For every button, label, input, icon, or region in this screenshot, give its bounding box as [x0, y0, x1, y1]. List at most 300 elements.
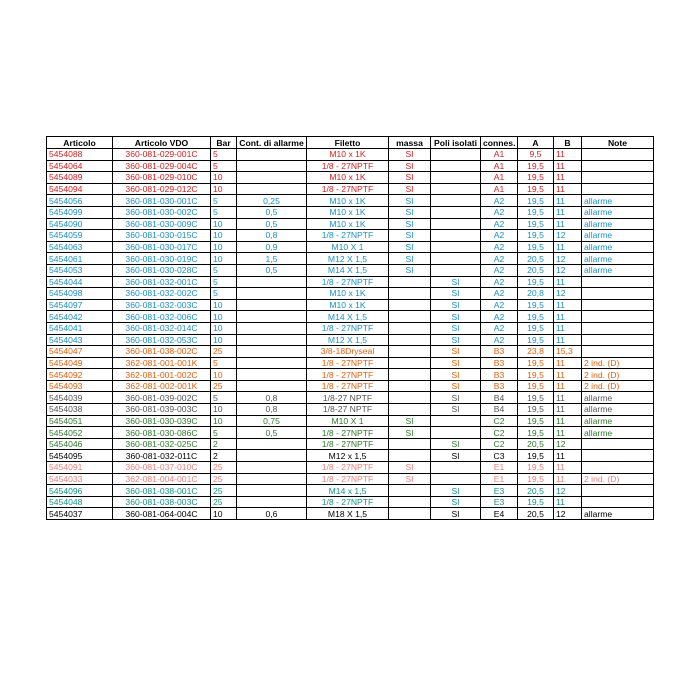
- cell-poli-isolati: [431, 253, 481, 265]
- cell-a: 9,5: [518, 149, 554, 161]
- cell-bar: 10: [211, 230, 237, 242]
- cell-a: 19,5: [518, 322, 554, 334]
- cell-cont-allarme: 0,8: [237, 404, 307, 416]
- cell-filetto: 1/8 - 27NPTF: [307, 438, 389, 450]
- cell-massa: [389, 496, 431, 508]
- table-row: [47, 218, 654, 230]
- table-row: [47, 380, 654, 392]
- cell-connes: C3: [481, 450, 518, 462]
- cell-poli-isolati: [431, 195, 481, 207]
- cell-articolo-vdo: 360-081-029-010C: [113, 172, 211, 184]
- cell-connes: A2: [481, 195, 518, 207]
- cell-note: [582, 172, 654, 184]
- cell-massa: SI: [389, 195, 431, 207]
- table-row: [47, 427, 654, 439]
- cell-a: 19,5: [518, 218, 554, 230]
- cell-b: 11: [554, 276, 582, 288]
- cell-connes: E1: [481, 462, 518, 474]
- cell-articolo: 5454061: [47, 253, 113, 265]
- cell-filetto: M18 X 1,5: [307, 508, 389, 520]
- cell-filetto: M10 x 1K: [307, 288, 389, 300]
- cell-a: 20,5: [518, 508, 554, 520]
- cell-bar: 10: [211, 253, 237, 265]
- col-header-filetto: Filetto: [307, 137, 389, 149]
- cell-filetto: M12 X 1,5: [307, 334, 389, 346]
- cell-bar: 5: [211, 149, 237, 161]
- cell-b: 11: [554, 218, 582, 230]
- table-row: [47, 195, 654, 207]
- cell-bar: 5: [211, 357, 237, 369]
- cell-articolo: 5454090: [47, 218, 113, 230]
- cell-filetto: 1/8 - 27NPTF: [307, 160, 389, 172]
- cell-cont-allarme: [237, 380, 307, 392]
- cell-note: [582, 149, 654, 161]
- table-row: [47, 496, 654, 508]
- cell-cont-allarme: 0,8: [237, 392, 307, 404]
- cell-cont-allarme: [237, 160, 307, 172]
- cell-note: allarme: [582, 264, 654, 276]
- pressure-sensor-table: [46, 136, 654, 520]
- cell-poli-isolati: SI: [431, 438, 481, 450]
- cell-filetto: 1/8 - 27NPTF: [307, 322, 389, 334]
- cell-b: 11: [554, 311, 582, 323]
- cell-cont-allarme: [237, 276, 307, 288]
- cell-a: 19,5: [518, 206, 554, 218]
- cell-bar: 10: [211, 334, 237, 346]
- cell-massa: SI: [389, 264, 431, 276]
- cell-note: [582, 462, 654, 474]
- cell-filetto: M10 x 1K: [307, 206, 389, 218]
- cell-note: 2 ind. (D): [582, 473, 654, 485]
- cell-cont-allarme: [237, 299, 307, 311]
- cell-bar: 10: [211, 299, 237, 311]
- cell-note: [582, 276, 654, 288]
- cell-massa: [389, 276, 431, 288]
- cell-connes: E3: [481, 496, 518, 508]
- table-row: [47, 311, 654, 323]
- cell-b: 11: [554, 427, 582, 439]
- cell-poli-isolati: [431, 473, 481, 485]
- cell-b: 12: [554, 288, 582, 300]
- cell-bar: 10: [211, 415, 237, 427]
- cell-poli-isolati: SI: [431, 334, 481, 346]
- cell-connes: B3: [481, 380, 518, 392]
- cell-massa: SI: [389, 462, 431, 474]
- cell-filetto: 1/8 - 27NPTF: [307, 230, 389, 242]
- cell-poli-isolati: [431, 427, 481, 439]
- cell-bar: 25: [211, 462, 237, 474]
- table-row: [47, 288, 654, 300]
- cell-cont-allarme: 0,8: [237, 230, 307, 242]
- cell-filetto: 1/8 - 27NPTF: [307, 357, 389, 369]
- cell-filetto: 1/8-27 NPTF: [307, 392, 389, 404]
- cell-poli-isolati: [431, 462, 481, 474]
- cell-connes: A2: [481, 218, 518, 230]
- cell-note: [582, 299, 654, 311]
- cell-bar: 25: [211, 473, 237, 485]
- cell-filetto: 1/8 - 27NPTF: [307, 462, 389, 474]
- cell-note: allarme: [582, 404, 654, 416]
- table-row: [47, 299, 654, 311]
- cell-b: 11: [554, 473, 582, 485]
- cell-massa: SI: [389, 149, 431, 161]
- cell-articolo-vdo: 360-081-030-017C: [113, 241, 211, 253]
- cell-poli-isolati: SI: [431, 404, 481, 416]
- cell-poli-isolati: [431, 264, 481, 276]
- cell-connes: B4: [481, 404, 518, 416]
- cell-massa: [389, 380, 431, 392]
- cell-filetto: 1/8 - 27NPTF: [307, 183, 389, 195]
- cell-bar: 25: [211, 380, 237, 392]
- cell-articolo-vdo: 360-081-029-004C: [113, 160, 211, 172]
- cell-a: 19,5: [518, 183, 554, 195]
- cell-massa: SI: [389, 206, 431, 218]
- cell-cont-allarme: 0,25: [237, 195, 307, 207]
- cell-connes: A1: [481, 183, 518, 195]
- cell-connes: E4: [481, 508, 518, 520]
- cell-articolo: 5454038: [47, 404, 113, 416]
- cell-poli-isolati: SI: [431, 288, 481, 300]
- cell-note: allarme: [582, 241, 654, 253]
- cell-bar: 5: [211, 160, 237, 172]
- cell-cont-allarme: [237, 496, 307, 508]
- cell-poli-isolati: [431, 206, 481, 218]
- cell-connes: A2: [481, 253, 518, 265]
- cell-note: [582, 311, 654, 323]
- cell-articolo: 5454097: [47, 299, 113, 311]
- cell-filetto: 1/8 - 27NPTF: [307, 427, 389, 439]
- cell-a: 19,5: [518, 276, 554, 288]
- table-row: [47, 241, 654, 253]
- cell-cont-allarme: 0,9: [237, 241, 307, 253]
- cell-connes: C2: [481, 438, 518, 450]
- cell-articolo: 5454049: [47, 357, 113, 369]
- cell-b: 11: [554, 172, 582, 184]
- cell-articolo: 5454043: [47, 334, 113, 346]
- cell-massa: SI: [389, 183, 431, 195]
- cell-articolo: 5454059: [47, 230, 113, 242]
- cell-poli-isolati: SI: [431, 369, 481, 381]
- cell-note: [582, 438, 654, 450]
- cell-articolo-vdo: 360-081-030-002C: [113, 206, 211, 218]
- table-row: [47, 346, 654, 358]
- cell-poli-isolati: SI: [431, 322, 481, 334]
- table-row: [47, 322, 654, 334]
- cell-cont-allarme: [237, 311, 307, 323]
- cell-massa: SI: [389, 253, 431, 265]
- cell-articolo: 5454088: [47, 149, 113, 161]
- cell-massa: [389, 369, 431, 381]
- cell-a: 19,5: [518, 195, 554, 207]
- cell-a: 19,5: [518, 427, 554, 439]
- table-row: [47, 462, 654, 474]
- cell-filetto: M10 x 1K: [307, 299, 389, 311]
- cell-filetto: M10 X 1: [307, 241, 389, 253]
- cell-articolo: 5454099: [47, 206, 113, 218]
- cell-a: 19,5: [518, 172, 554, 184]
- cell-note: allarme: [582, 415, 654, 427]
- table-row: [47, 450, 654, 462]
- cell-bar: 5: [211, 392, 237, 404]
- cell-a: 19,5: [518, 473, 554, 485]
- cell-b: 11: [554, 496, 582, 508]
- cell-poli-isolati: SI: [431, 392, 481, 404]
- cell-connes: A2: [481, 264, 518, 276]
- cell-cont-allarme: 0,5: [237, 218, 307, 230]
- cell-b: 11: [554, 415, 582, 427]
- cell-filetto: 1/8-27 NPTF: [307, 404, 389, 416]
- table-row: [47, 415, 654, 427]
- cell-poli-isolati: SI: [431, 508, 481, 520]
- cell-articolo: 5454092: [47, 369, 113, 381]
- cell-note: [582, 334, 654, 346]
- cell-filetto: M10 x 1K: [307, 195, 389, 207]
- cell-cont-allarme: [237, 288, 307, 300]
- cell-bar: 5: [211, 195, 237, 207]
- cell-note: [582, 450, 654, 462]
- cell-connes: A1: [481, 149, 518, 161]
- cell-connes: B3: [481, 369, 518, 381]
- cell-massa: SI: [389, 415, 431, 427]
- col-header-bar: Bar: [211, 137, 237, 149]
- cell-massa: SI: [389, 218, 431, 230]
- cell-connes: E3: [481, 485, 518, 497]
- cell-massa: SI: [389, 241, 431, 253]
- cell-cont-allarme: 0,5: [237, 206, 307, 218]
- table-row: [47, 357, 654, 369]
- cell-articolo-vdo: 360-081-030-019C: [113, 253, 211, 265]
- cell-cont-allarme: 1,5: [237, 253, 307, 265]
- cell-cont-allarme: [237, 172, 307, 184]
- col-header-articolo: Articolo: [47, 137, 113, 149]
- cell-b: 12: [554, 230, 582, 242]
- cell-b: 12: [554, 253, 582, 265]
- cell-a: 19,5: [518, 496, 554, 508]
- cell-filetto: M14 X 1,5: [307, 264, 389, 276]
- cell-note: 2 ind. (D): [582, 369, 654, 381]
- cell-poli-isolati: [431, 218, 481, 230]
- cell-articolo-vdo: 362-081-001-002C: [113, 369, 211, 381]
- cell-articolo-vdo: 360-081-030-086C: [113, 427, 211, 439]
- cell-articolo-vdo: 360-081-032-014C: [113, 322, 211, 334]
- cell-b: 11: [554, 241, 582, 253]
- cell-filetto: M14 x 1,5: [307, 485, 389, 497]
- cell-articolo: 5454053: [47, 264, 113, 276]
- cell-b: 12: [554, 438, 582, 450]
- cell-bar: 25: [211, 485, 237, 497]
- cell-articolo: 5454041: [47, 322, 113, 334]
- cell-articolo-vdo: 360-081-038-003C: [113, 496, 211, 508]
- cell-articolo: 5454096: [47, 485, 113, 497]
- cell-articolo-vdo: 360-081-030-039C: [113, 415, 211, 427]
- cell-cont-allarme: [237, 485, 307, 497]
- cell-a: 20,5: [518, 438, 554, 450]
- col-header-b: B: [554, 137, 582, 149]
- cell-massa: SI: [389, 473, 431, 485]
- col-header-a: A: [518, 137, 554, 149]
- table-row: [47, 438, 654, 450]
- cell-cont-allarme: [237, 334, 307, 346]
- cell-poli-isolati: SI: [431, 276, 481, 288]
- cell-cont-allarme: [237, 369, 307, 381]
- cell-bar: 10: [211, 241, 237, 253]
- cell-poli-isolati: [431, 183, 481, 195]
- cell-b: 11: [554, 334, 582, 346]
- cell-b: 12: [554, 485, 582, 497]
- cell-note: allarme: [582, 508, 654, 520]
- cell-poli-isolati: [431, 230, 481, 242]
- cell-connes: A2: [481, 230, 518, 242]
- cell-note: allarme: [582, 195, 654, 207]
- cell-note: 2 ind. (D): [582, 357, 654, 369]
- cell-note: [582, 496, 654, 508]
- cell-articolo-vdo: 360-081-029-012C: [113, 183, 211, 195]
- cell-articolo-vdo: 360-081-032-002C: [113, 288, 211, 300]
- cell-articolo: 5454063: [47, 241, 113, 253]
- cell-filetto: 1/8 - 27NPTF: [307, 369, 389, 381]
- cell-note: [582, 288, 654, 300]
- table-row: [47, 369, 654, 381]
- cell-a: 20,8: [518, 288, 554, 300]
- table-row: [47, 183, 654, 195]
- cell-note: [582, 485, 654, 497]
- header-row: [47, 137, 654, 149]
- cell-b: 11: [554, 322, 582, 334]
- cell-a: 20,5: [518, 485, 554, 497]
- cell-note: allarme: [582, 253, 654, 265]
- cell-articolo: 5454039: [47, 392, 113, 404]
- table-row: [47, 172, 654, 184]
- cell-massa: [389, 288, 431, 300]
- cell-note: allarme: [582, 392, 654, 404]
- cell-articolo-vdo: 360-081-032-053C: [113, 334, 211, 346]
- cell-filetto: M10 x 1K: [307, 149, 389, 161]
- col-header-cont-allarme: Cont. di allarme: [237, 137, 307, 149]
- cell-massa: SI: [389, 172, 431, 184]
- cell-b: 12: [554, 264, 582, 276]
- cell-a: 23,8: [518, 346, 554, 358]
- cell-a: 19,5: [518, 241, 554, 253]
- cell-filetto: M12 x 1,5: [307, 450, 389, 462]
- cell-poli-isolati: [431, 172, 481, 184]
- cell-note: allarme: [582, 206, 654, 218]
- cell-a: 19,5: [518, 404, 554, 416]
- col-header-massa: massa: [389, 137, 431, 149]
- cell-connes: A2: [481, 276, 518, 288]
- cell-b: 11: [554, 450, 582, 462]
- cell-articolo: 5454042: [47, 311, 113, 323]
- table-row: [47, 264, 654, 276]
- cell-a: 19,5: [518, 160, 554, 172]
- cell-massa: [389, 404, 431, 416]
- cell-poli-isolati: [431, 415, 481, 427]
- cell-connes: A1: [481, 172, 518, 184]
- cell-connes: B3: [481, 346, 518, 358]
- cell-filetto: 1/8 - 27NPTF: [307, 276, 389, 288]
- cell-bar: 10: [211, 311, 237, 323]
- col-header-connes: connes.: [481, 137, 518, 149]
- cell-articolo: 5454093: [47, 380, 113, 392]
- cell-filetto: M10 x 1K: [307, 218, 389, 230]
- cell-articolo-vdo: 360-081-030-001C: [113, 195, 211, 207]
- cell-articolo: 5454046: [47, 438, 113, 450]
- cell-articolo: 5454047: [47, 346, 113, 358]
- cell-b: 11: [554, 392, 582, 404]
- cell-bar: 10: [211, 369, 237, 381]
- cell-b: 11: [554, 206, 582, 218]
- cell-note: allarme: [582, 427, 654, 439]
- cell-massa: [389, 450, 431, 462]
- cell-filetto: 1/8 - 27NPTF: [307, 380, 389, 392]
- cell-articolo-vdo: 360-081-039-002C: [113, 392, 211, 404]
- cell-connes: A2: [481, 241, 518, 253]
- cell-cont-allarme: [237, 322, 307, 334]
- cell-b: 11: [554, 357, 582, 369]
- cell-connes: A2: [481, 288, 518, 300]
- cell-massa: [389, 346, 431, 358]
- table-row: [47, 253, 654, 265]
- cell-connes: E1: [481, 473, 518, 485]
- table-row: [47, 485, 654, 497]
- cell-connes: B4: [481, 392, 518, 404]
- cell-massa: [389, 438, 431, 450]
- cell-cont-allarme: [237, 346, 307, 358]
- cell-poli-isolati: [431, 160, 481, 172]
- cell-articolo: 5454089: [47, 172, 113, 184]
- cell-poli-isolati: SI: [431, 299, 481, 311]
- cell-articolo-vdo: 360-081-039-003C: [113, 404, 211, 416]
- cell-articolo-vdo: 360-081-029-001C: [113, 149, 211, 161]
- cell-articolo: 5454044: [47, 276, 113, 288]
- cell-a: 19,5: [518, 380, 554, 392]
- cell-articolo: 5454048: [47, 496, 113, 508]
- cell-a: 19,5: [518, 369, 554, 381]
- cell-articolo: 5454056: [47, 195, 113, 207]
- table-row: [47, 276, 654, 288]
- cell-a: 19,5: [518, 299, 554, 311]
- cell-cont-allarme: 0,6: [237, 508, 307, 520]
- cell-massa: [389, 392, 431, 404]
- cell-massa: SI: [389, 160, 431, 172]
- cell-connes: A2: [481, 311, 518, 323]
- cell-articolo-vdo: 360-081-038-002C: [113, 346, 211, 358]
- cell-poli-isolati: SI: [431, 496, 481, 508]
- table-row: [47, 473, 654, 485]
- cell-poli-isolati: SI: [431, 485, 481, 497]
- cell-b: 11: [554, 195, 582, 207]
- cell-filetto: 3/8-18Dryseal: [307, 346, 389, 358]
- cell-b: 12: [554, 508, 582, 520]
- cell-cont-allarme: [237, 438, 307, 450]
- cell-cont-allarme: 0,5: [237, 427, 307, 439]
- col-header-note: Note: [582, 137, 654, 149]
- cell-b: 11: [554, 149, 582, 161]
- cell-massa: [389, 322, 431, 334]
- cell-b: 11: [554, 404, 582, 416]
- cell-massa: [389, 299, 431, 311]
- cell-a: 19,5: [518, 462, 554, 474]
- cell-massa: [389, 508, 431, 520]
- cell-bar: 25: [211, 346, 237, 358]
- cell-articolo: 5454037: [47, 508, 113, 520]
- cell-articolo-vdo: 362-081-001-001K: [113, 357, 211, 369]
- cell-bar: 10: [211, 172, 237, 184]
- table-row: [47, 230, 654, 242]
- cell-a: 20,5: [518, 253, 554, 265]
- cell-note: [582, 160, 654, 172]
- cell-filetto: M10 x 1K: [307, 172, 389, 184]
- cell-b: 11: [554, 380, 582, 392]
